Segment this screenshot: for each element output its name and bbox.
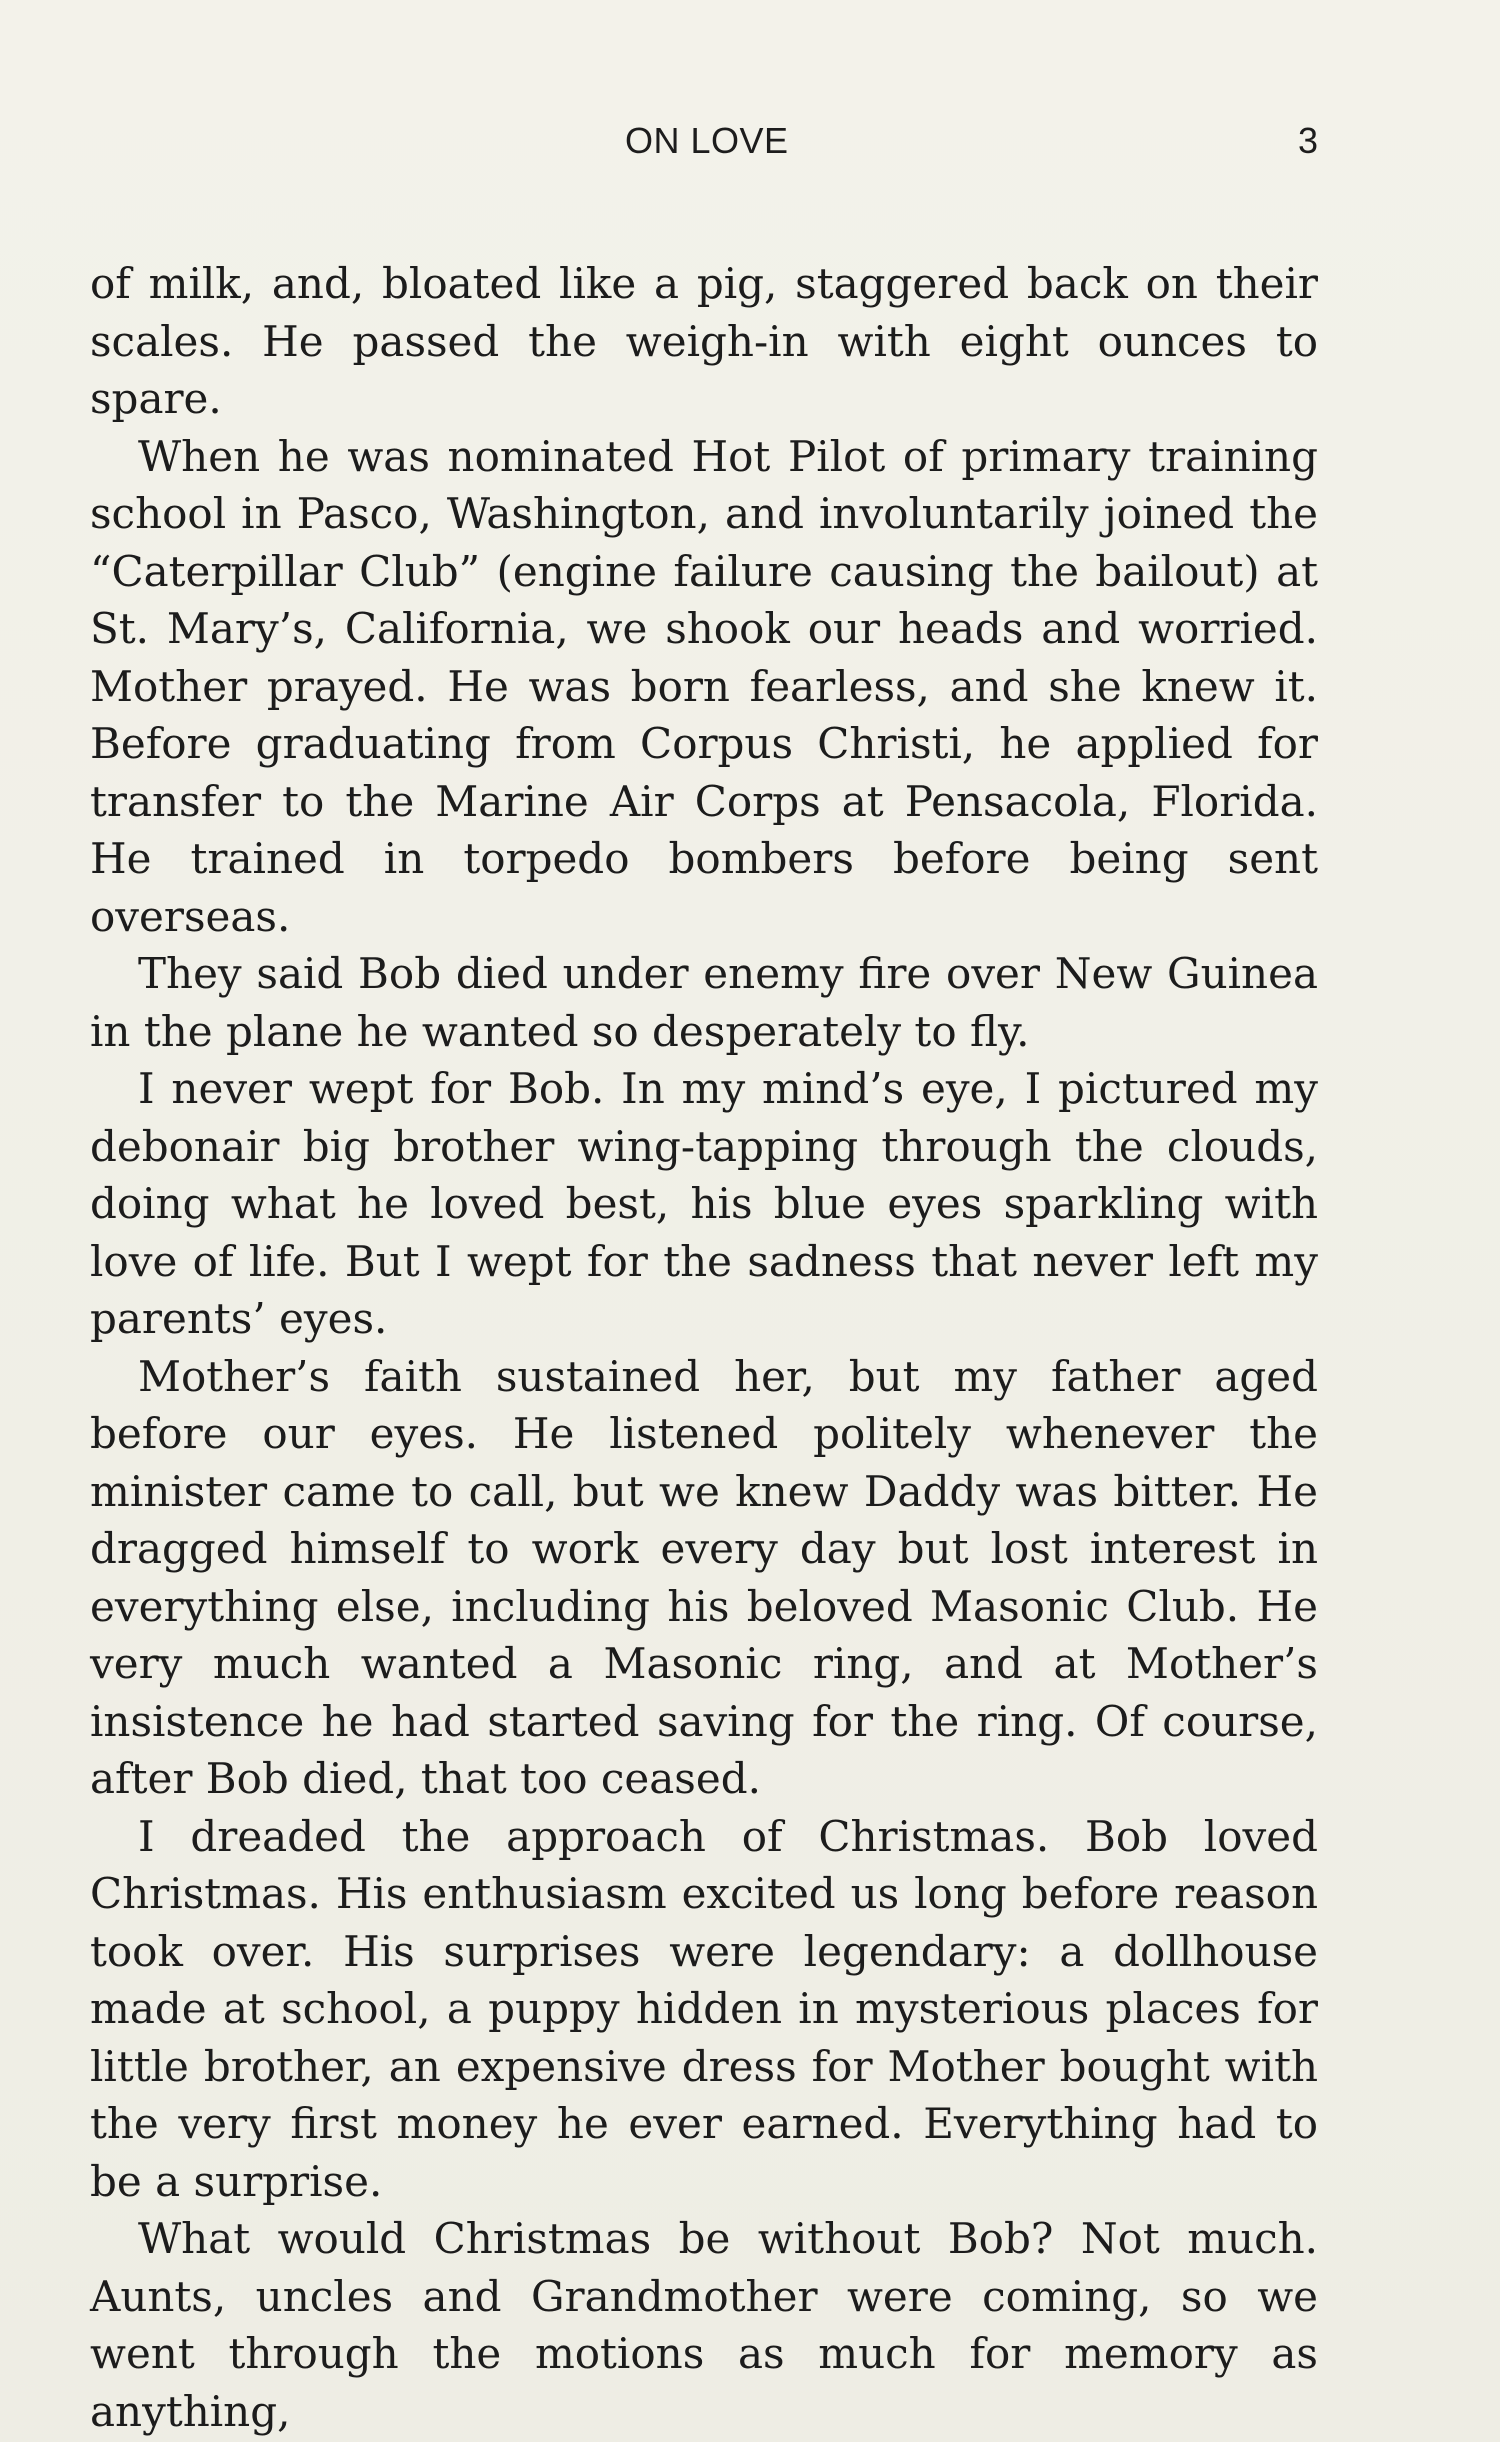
paragraph-2: When he was nominated Hot Pilot of primary training school in Pasco, Washington, and involuntarily joined the “Caterpillar Club” (engine failure causing the bailout) at St. Mary’s, California, we shook our heads and worried. Mother prayed. He was born fearless, and she knew it. Before graduating from Corpus Christi, he applied for transfer to the Marine Air Corps at Pensacola, Florida. He trained in torpedo bombers before being sent overseas. <box>90 431 1318 941</box>
paragraph-1: of milk, and, bloated like a pig, staggered back on their scales. He passed the weigh-in with eight ounces to spare. <box>90 259 1318 423</box>
paragraph-4: I never wept for Bob. In my mind’s eye, I pictured my debonair big brother wing-tapping through the clouds, doing what he loved best, his blue eyes sparkling with love of life. But I wept for the sadness that never left my parents’ eyes. <box>90 1064 1318 1343</box>
paragraph-7: What would Christmas be without Bob? Not much. Aunts, uncles and Grandmother were coming, so we went through the motions as much for memory as anything, <box>90 2214 1318 2436</box>
paragraph-6: I dreaded the approach of Christmas. Bob loved Christmas. His enthusiasm excited us long before reason took over. His surprises were legendary: a dollhouse made at school, a puppy hidden in mysterious places for little brother, an expensive dress for Mother bought with the very first money he ever earned. Everything had to be a surprise. <box>90 1811 1318 2206</box>
paragraph-5: Mother’s faith sustained her, but my father aged before our eyes. He listened politely whenever the minister came to call, but we knew Daddy was bitter. He dragged himself to work every day but lost interest in everything else, including his beloved Masonic Club. He very much wanted a Masonic ring, and at Mother’s insistence he had started saving for the ring. Of course, after Bob died, that too ceased. <box>90 1351 1318 1803</box>
running-head <box>0 120 1500 180</box>
page-number: 3 <box>1298 120 1319 161</box>
chapter-title: ON LOVE <box>625 120 789 161</box>
body-text <box>90 255 1318 2440</box>
paragraph-3: They said Bob died under enemy fire over New Guinea in the plane he wanted so desperately to fly. <box>90 949 1318 1056</box>
